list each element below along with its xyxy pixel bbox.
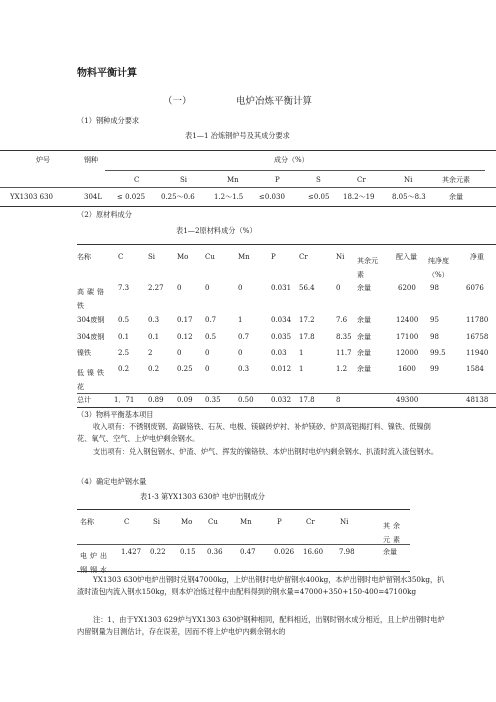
income-items-paragraph: 收入项有：不锈钢废钢、高碳铬铁、石灰、电极、镁碳砖炉衬、补炉镁砂、炉顶高铝揭打料、镍铁、低镍倒花、氧气、空气、上炉电炉剩余钢水。 — [77, 422, 431, 444]
t3-h-Mn: Mn — [240, 518, 252, 526]
t1-col-Cr: Cr — [357, 176, 366, 184]
t2-total-cell: 49300 — [396, 396, 419, 404]
t2-cell: 0.7 — [238, 333, 250, 341]
t3-h-name: 名称 — [80, 518, 94, 526]
table3-caption: 表1-3 第YX1303 630炉 电炉出钢成分 — [140, 492, 265, 501]
t2-cell: 1584 — [466, 365, 484, 373]
t2-cell: 11.7 — [336, 349, 352, 357]
t2-cell: 0.17 — [177, 316, 193, 324]
t2-cell: 6076 — [466, 284, 484, 292]
t3-cell: 0.15 — [180, 548, 196, 556]
t1-cell-Si: 0.25～0.6 — [161, 193, 195, 201]
t2-cell: 余量 — [357, 365, 371, 373]
t1-col-Mn: Mn — [227, 176, 239, 184]
t1-cell-C: ≤ 0.025 — [117, 193, 146, 201]
t2-h-net: 净重 — [470, 253, 484, 261]
t1-cell-grade: 304L — [84, 193, 103, 201]
t1-cell-furnace: YX1303 630 — [10, 193, 54, 201]
t3-h-rest: 其余元素 — [383, 522, 403, 544]
t1-header-furnace: 炉号 — [36, 156, 50, 164]
t2-cell: 0 — [205, 365, 210, 373]
t2-r4-name: 镍铁 — [77, 349, 91, 357]
t1-col-rest: 其余元素 — [442, 176, 470, 184]
t2-cell: 0.3 — [148, 316, 160, 324]
t2-cell: 11940 — [466, 349, 489, 357]
t2-total-cell: 0.50 — [238, 396, 254, 404]
t1-cell-P: ≤0.030 — [259, 193, 285, 201]
t3-cell: 7.98 — [339, 548, 355, 556]
t2-total-cell: 0.032 — [271, 396, 292, 404]
t2-cell: 0 — [336, 284, 341, 292]
t2-cell: 12000 — [396, 349, 419, 357]
t2-h-Si: Si — [148, 253, 156, 261]
t2-h-rest: 其余元素 — [357, 257, 378, 279]
t2-cell: 0.25 — [177, 365, 193, 373]
t1-header-composition: 成分（%） — [274, 156, 309, 164]
t2-cell: 0.034 — [271, 316, 292, 324]
t2-cell: 1600 — [398, 365, 416, 373]
section-title: 电炉冶炼平衡计算 — [236, 96, 313, 107]
t2-h-Cu: Cu — [205, 253, 215, 261]
t2-cell: 0.5 — [118, 316, 130, 324]
t3-cell-name: 电炉出钢钢水 — [80, 552, 110, 574]
t2-cell: 99.5 — [430, 349, 446, 357]
t3-h-P: P — [277, 518, 282, 526]
t2-cell: 17.8 — [299, 333, 315, 341]
t3-h-Ni: Ni — [340, 518, 349, 526]
t2-cell: 0 — [177, 349, 182, 357]
t3-h-C: C — [124, 518, 130, 526]
t2-cell: 0.2 — [148, 365, 160, 373]
t3-h-Cu: Cu — [208, 518, 218, 526]
t2-cell: 余量 — [357, 333, 371, 341]
t2-h-C: C — [118, 253, 124, 261]
t1-cell-Ni: 8.05～8.3 — [392, 193, 426, 201]
subsection-4: （4）确定电炉钢水量 — [77, 477, 147, 486]
t1-col-C: C — [134, 176, 140, 184]
t3-h-Cr: Cr — [306, 518, 315, 526]
t3-cell: 0.47 — [240, 548, 256, 556]
t2-cell: 0.5 — [205, 333, 217, 341]
t2-cell: 0.7 — [205, 316, 217, 324]
t2-h-Mo: Mo — [177, 253, 189, 261]
t2-cell: 2.5 — [118, 349, 130, 357]
t2-cell: 1 — [299, 349, 304, 357]
t2-h-name: 名称 — [77, 253, 91, 261]
t2-cell: 2.27 — [148, 284, 164, 292]
t2-cell: 0.012 — [271, 365, 292, 373]
t3-h-Si: Si — [153, 518, 161, 526]
t3-cell: 0.026 — [274, 548, 295, 556]
t2-h-charge: 配入量 — [396, 253, 417, 261]
t2-cell: 2 — [148, 349, 153, 357]
t2-total-cell: 0.09 — [177, 396, 193, 404]
t1-cell-Cr: 18.2～19 — [343, 193, 375, 201]
t1-col-Ni: Ni — [404, 176, 413, 184]
t2-cell: 0.1 — [118, 333, 130, 341]
t2-cell: 11780 — [466, 316, 489, 324]
t1-header-grade: 钢种 — [84, 156, 98, 164]
t2-cell: 99 — [430, 365, 439, 373]
t1-cell-rest: 余量 — [449, 193, 463, 201]
t2-cell: 1.2 — [336, 365, 348, 373]
t2-cell: 0.12 — [177, 333, 193, 341]
t2-cell: 0.035 — [271, 333, 292, 341]
t2-cell: 16758 — [466, 333, 489, 341]
t2-h-Mn: Mn — [238, 253, 250, 261]
t2-total-cell: 17.8 — [299, 396, 315, 404]
table2-caption: 表1—2原材料成分（%） — [176, 226, 257, 235]
t2-r5-name: 低镍铁花 — [77, 369, 107, 391]
t2-cell: 17.2 — [299, 316, 315, 324]
t2-cell: 1 — [238, 316, 243, 324]
t2-cell: 98 — [430, 333, 439, 341]
t2-cell: 0.031 — [271, 284, 292, 292]
t2-cell: 0.3 — [238, 365, 250, 373]
t2-h-P: P — [271, 253, 276, 261]
t2-cell: 0 — [205, 349, 210, 357]
t2-cell: 95 — [430, 316, 439, 324]
steel-quantity-paragraph: YX1303 630炉电炉出钢时兑钢47000kg，上炉出钢时电炉留钢水400kg，本炉出钢时电炉留钢水350kg，扒渣时渣包内流入钢水150kg，则本炉冶炼过程中由配料得到的钢水量=47000+350+150-400=47100kg — [77, 575, 445, 597]
t2-total-cell: 0.89 — [148, 396, 164, 404]
t2-cell: 0 — [238, 284, 243, 292]
t2-cell: 余量 — [357, 316, 371, 324]
t2-cell: 0.03 — [271, 349, 287, 357]
t2-cell: 余量 — [357, 284, 371, 292]
t2-cell: 0.1 — [148, 333, 160, 341]
t3-cell: 0.22 — [150, 548, 166, 556]
t2-h-purity: 纯净度（%） — [428, 257, 449, 279]
t2-cell: 6200 — [398, 284, 416, 292]
t1-col-Si: Si — [180, 176, 188, 184]
t2-cell: 0 — [177, 284, 182, 292]
t2-total-cell: 48138 — [466, 396, 489, 404]
note-paragraph: 注：1、由于YX1303 629炉与YX1303 630炉钢种相同，配料相近，出钢时钢水成分相近，且上炉出钢时电炉内留钢量为目测估计，存在误差，因而不将上炉电炉内剩余钢水的 — [77, 615, 445, 637]
t2-total-label: 总计 — [77, 396, 91, 404]
t2-r1-name: 高碳铬铁 — [77, 288, 107, 310]
table1-caption: 表1—1 冶炼钢炉号及其成分要求 — [185, 131, 290, 140]
t3-cell: 余量 — [383, 548, 397, 556]
expense-items-paragraph: 支出项有：兑入钢包钢水、炉渣、炉气、挥发的镍铬铁、本炉出钢时电炉内剩余钢水、扒渣时流入渣包钢水。 — [93, 447, 439, 456]
t2-cell: 12400 — [396, 316, 419, 324]
t3-h-Mo: Mo — [181, 518, 193, 526]
t2-cell: 1 — [299, 365, 304, 373]
section-number: （一） — [163, 96, 192, 107]
t3-cell: 0.36 — [207, 548, 223, 556]
t2-cell: 98 — [430, 284, 439, 292]
t2-cell: 0 — [238, 349, 243, 357]
t3-cell: 1.427 — [121, 548, 142, 556]
t1-cell-S: ≤0.05 — [308, 193, 330, 201]
t2-cell: 余量 — [357, 349, 371, 357]
t2-r3-name: 304废钢 — [77, 333, 105, 341]
t3-cell: 16.60 — [303, 548, 324, 556]
t2-cell: 56.4 — [299, 284, 315, 292]
t1-cell-Mn: 1.2～1.5 — [214, 193, 244, 201]
t2-cell: 0.2 — [118, 365, 130, 373]
subsection-3: （3）物料平衡基本项目 — [77, 410, 154, 419]
t2-cell: 17100 — [396, 333, 419, 341]
t1-col-S: S — [316, 176, 321, 184]
t2-total-cell: 1．71 — [114, 396, 135, 404]
t2-cell: 0 — [205, 284, 210, 292]
t2-cell: 7.3 — [118, 284, 130, 292]
subsection-1: （1）钢种成分要求 — [77, 116, 140, 125]
subsection-2: （2）原材料成分 — [77, 210, 132, 219]
t2-cell: 8.35 — [336, 333, 352, 341]
t2-total-cell: 8 — [336, 396, 341, 404]
t1-col-P: P — [275, 176, 280, 184]
t2-cell: 7.6 — [336, 316, 348, 324]
t2-r2-name: 304废钢 — [77, 316, 105, 324]
page-title: 物料平衡计算 — [77, 68, 137, 79]
t2-h-Cr: Cr — [299, 253, 308, 261]
t2-total-cell: 0.35 — [205, 396, 221, 404]
t2-h-Ni: Ni — [336, 253, 345, 261]
